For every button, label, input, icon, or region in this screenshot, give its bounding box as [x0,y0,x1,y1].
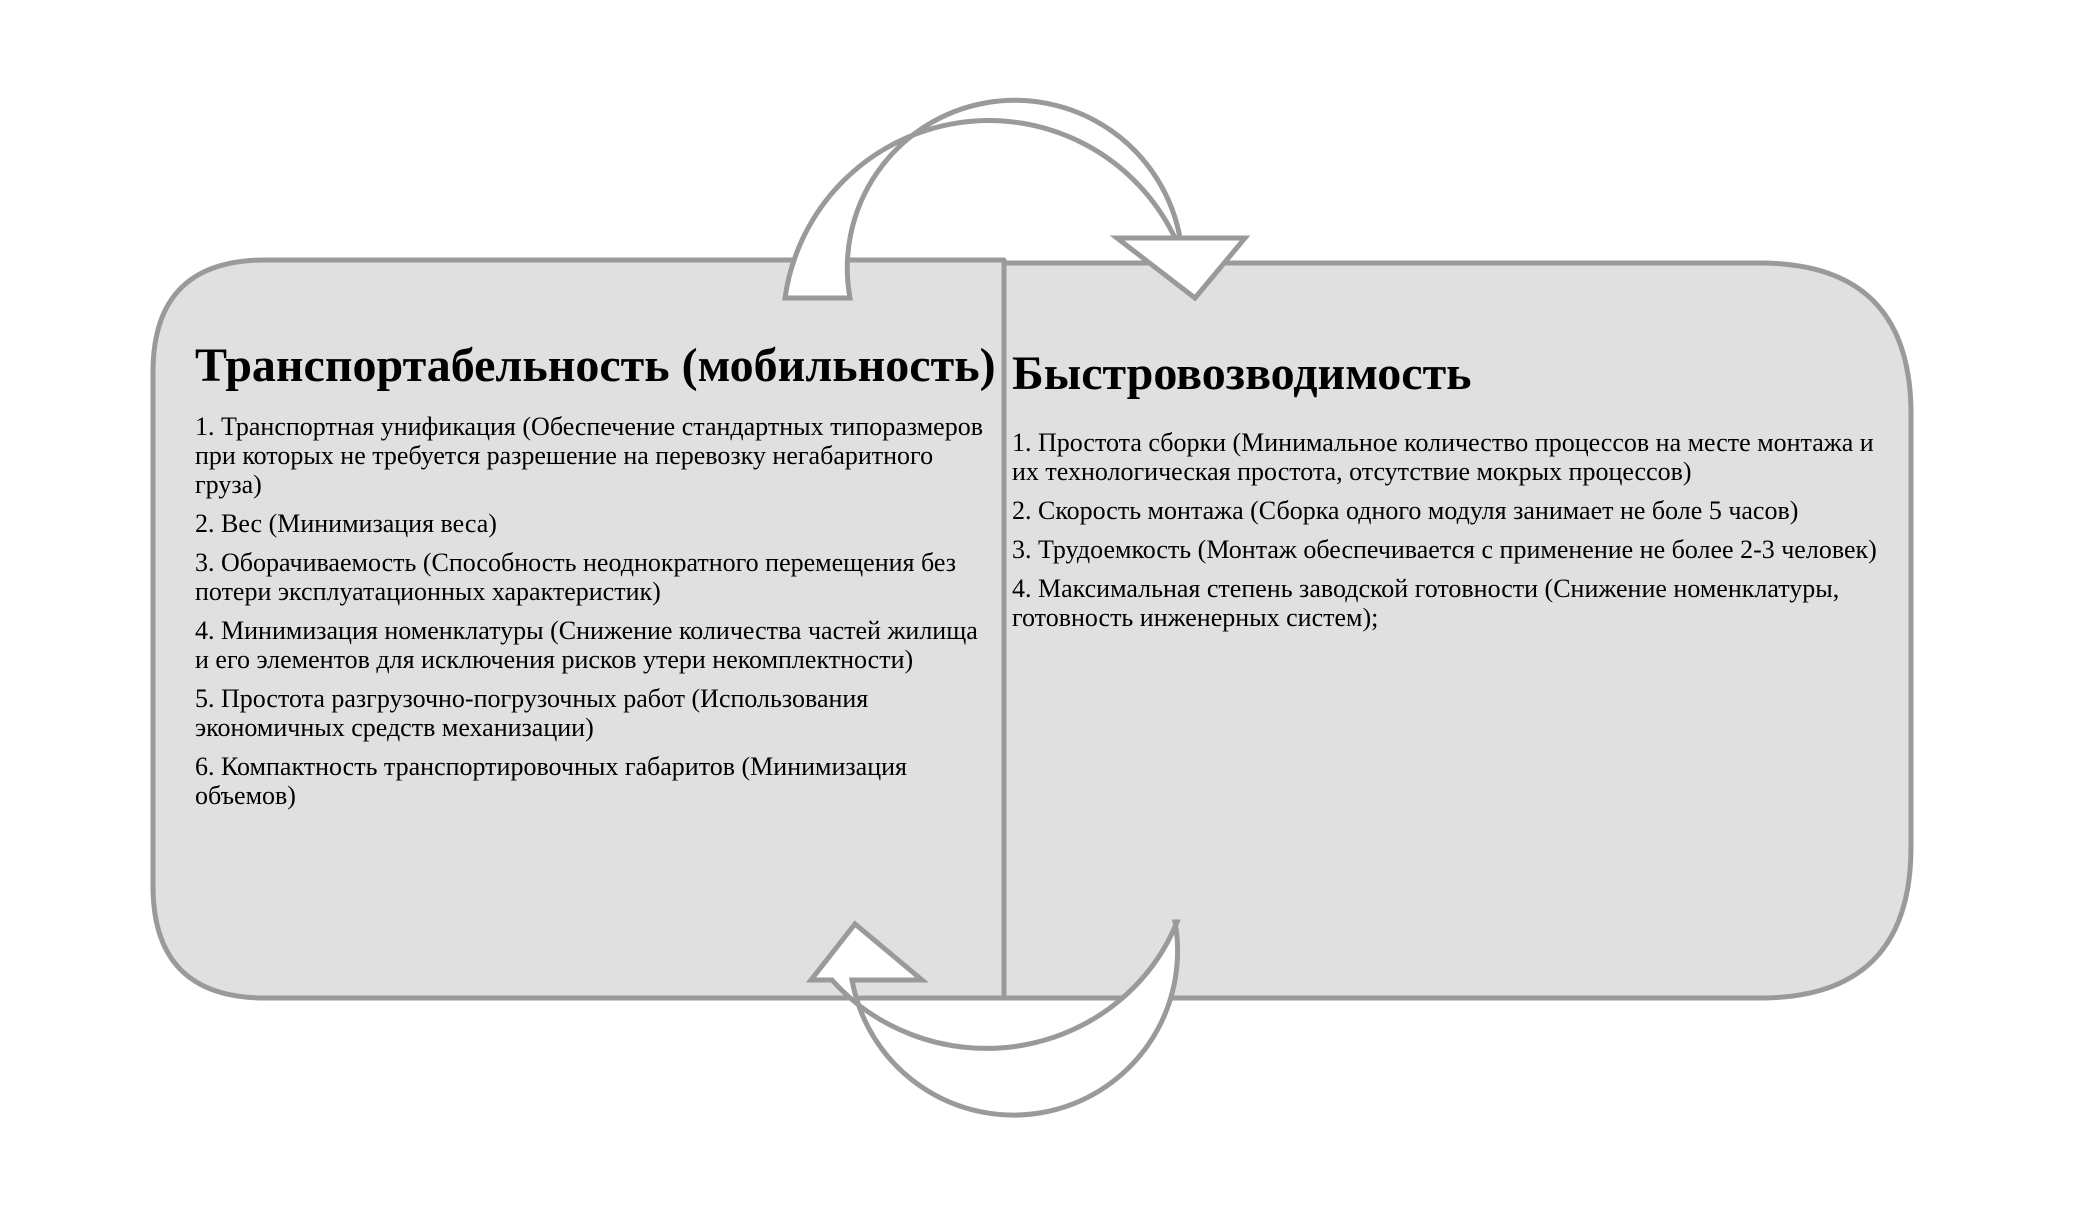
fast-erection-criteria-list [1012,428,1882,632]
list-item: 2. Вес (Минимизация веса) [195,509,497,538]
list-item: 2. Скорость монтажа (Сборка одного модуля занимает не боле 5 часов) [1012,496,1799,525]
transportability-block [195,338,996,978]
list-item: 4. Максимальная степень заводской готовности (Снижение номенклатуры, готовность инженерных систем); [1012,574,1840,632]
list-item: 1. Транспортная унификация (Обеспечение стандартных типоразмеров при которых не требуется разрешение на перевозку негабаритного груза) [195,412,983,499]
list-item: 3. Трудоемкость (Монтаж обеспечивается с применение не более 2-3 человек) [1012,535,1877,564]
list-item: 1. Простота сборки (Минимальное количество процессов на месте монтажа и их технологическая простота, отсутствие мокрых процессов) [1012,428,1874,486]
list-item: 5. Простота разгрузочно-погрузочных работ (Использования экономичных средств механизации) [195,684,869,742]
list-item: 6. Компактность транспортировочных габаритов (Минимизация объемов) [195,752,908,810]
list-item: 4. Минимизация номенклатуры (Снижение количества частей жилища и его элементов для исключения рисков утери некомплектности) [195,616,978,674]
transportability-title: Транспортабельность (мобильность) [195,339,996,392]
fast-erection-block [1012,346,1882,986]
list-item: 3. Оборачиваемость (Способность неоднократного перемещения без потери эксплуатационных характеристик) [195,548,957,606]
fast-erection-title: Быстровозводимость [1012,347,1472,400]
transportability-criteria-list [195,412,985,810]
